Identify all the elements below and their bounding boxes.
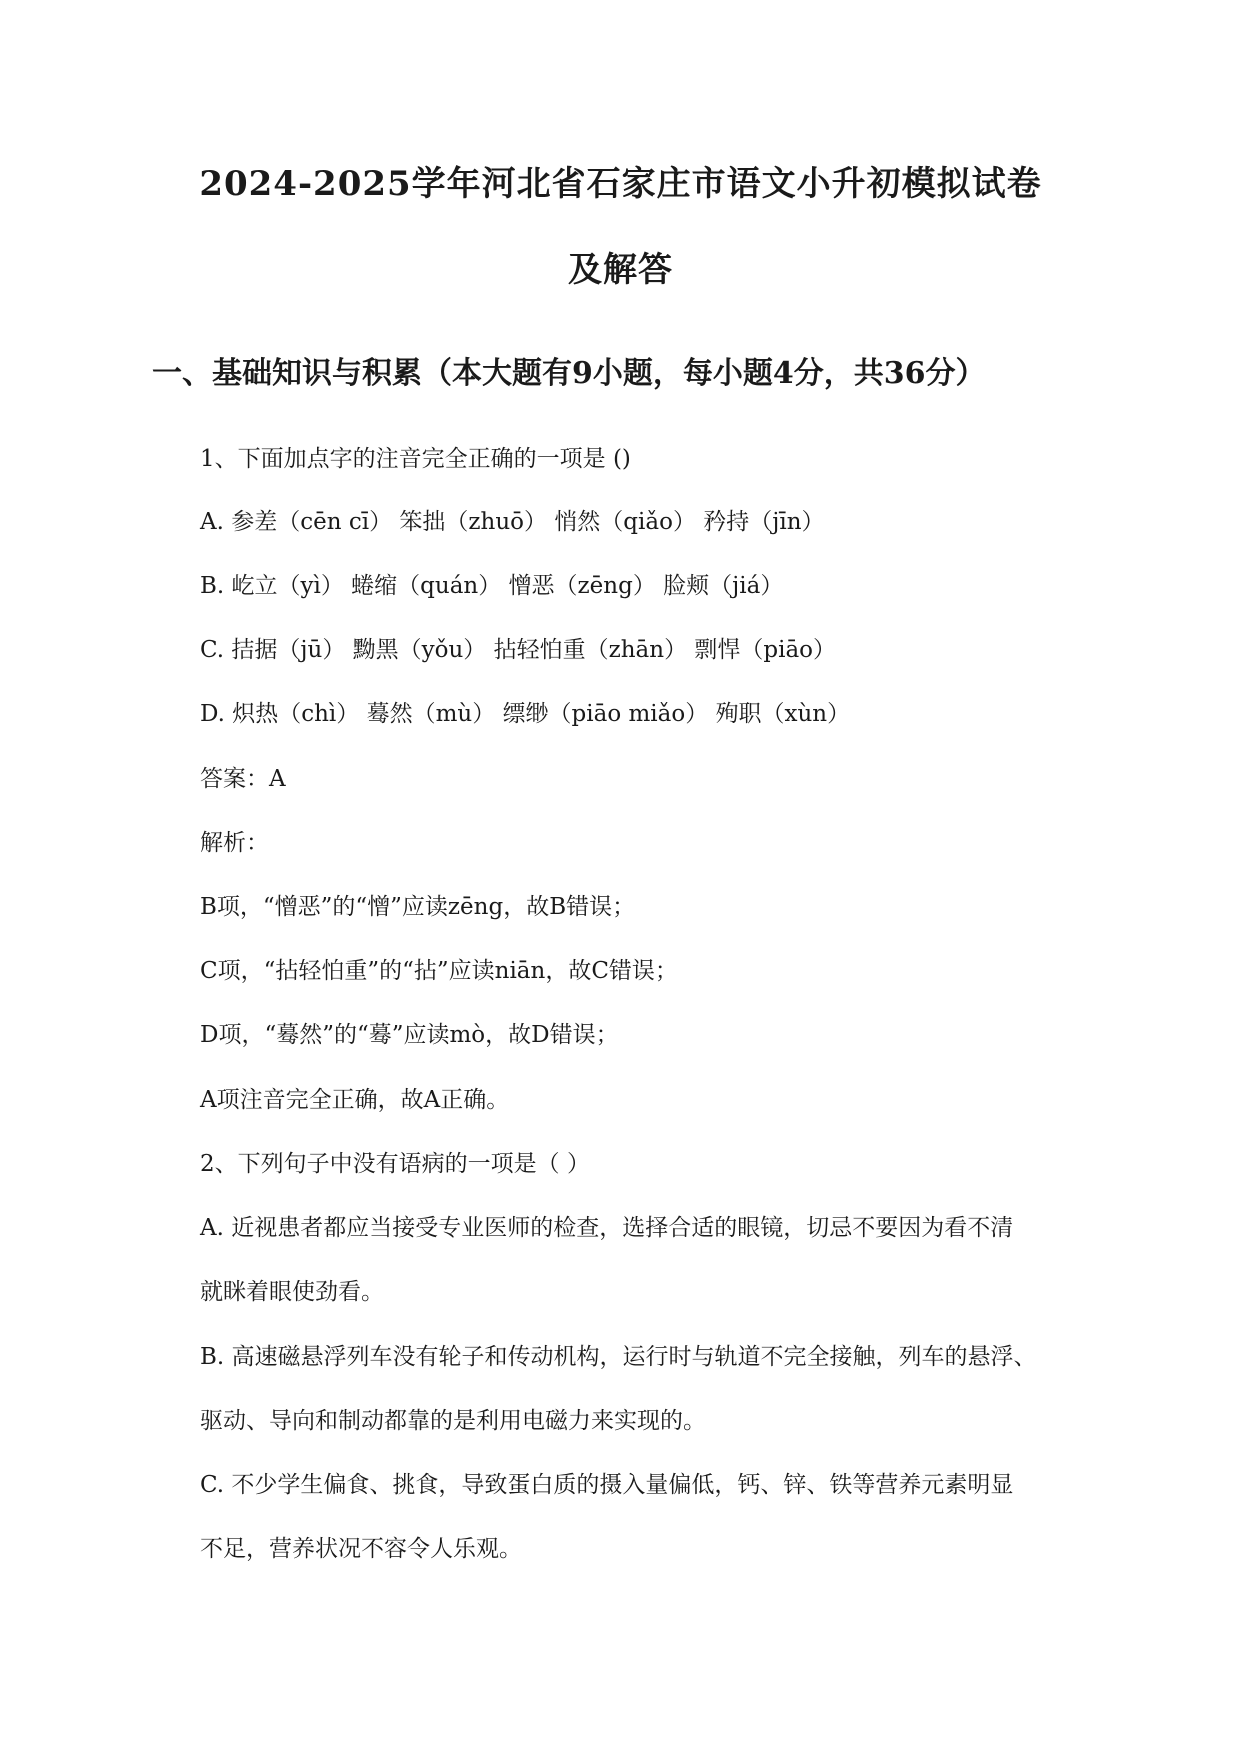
section-heading: 一、基础知识与积累（本大题有9小题，每小题4分，共36分） (152, 356, 986, 391)
question-1-option-c: C. 拮据（jū） 黝黑（yǒu） 拈轻怕重（zhān） 剽悍（piāo） (200, 637, 837, 663)
question-1-analysis-b: B项，“憎恶”的“憎”应读zēng，故B错误； (200, 894, 636, 920)
question-2-option-c-line1: C. 不少学生偏食、挑食，导致蛋白质的摄入量偏低，钙、锌、铁等营养元素明显 (200, 1472, 1014, 1498)
question-1-analysis-a: A项注音完全正确，故A正确。 (200, 1087, 510, 1113)
question-1-analysis-d: D项，“蓦然”的“蓦”应读mò，故D错误； (200, 1022, 619, 1048)
question-1-option-b: B. 屹立（yì） 蜷缩（quán） 憎恶（zēng） 脸颊（jiá） (200, 573, 784, 599)
question-2-option-a-line1: A. 近视患者都应当接受专业医师的检查，选择合适的眼镜，切忌不要因为看不清 (200, 1215, 1014, 1241)
question-2-option-b-line1: B. 高速磁悬浮列车没有轮子和传动机构，运行时与轨道不完全接触，列车的悬浮、 (200, 1344, 1037, 1370)
document-title: 2024-2025学年河北省石家庄市语文小升初模拟试卷 (199, 164, 1042, 204)
question-1-stem: 1、下面加点字的注音完全正确的一项是 () (200, 446, 631, 472)
question-1-answer: 答案：A (200, 766, 286, 792)
question-2-option-a-line2: 就眯着眼使劲看。 (200, 1279, 384, 1305)
document-title-continued: 及解答 (568, 250, 673, 290)
question-1-option-a: A. 参差（cēn cī） 笨拙（zhuō） 悄然（qiǎo） 矜持（jīn） (200, 509, 825, 535)
question-2-option-b-line2: 驱动、导向和制动都靠的是利用电磁力来实现的。 (200, 1408, 706, 1434)
question-2-option-c-line2: 不足，营养状况不容令人乐观。 (200, 1536, 522, 1562)
question-1-analysis-label: 解析： (200, 830, 269, 856)
question-2-stem: 2、下列句子中没有语病的一项是（ ） (200, 1151, 590, 1177)
question-1-option-d: D. 炽热（chì） 蓦然（mù） 缥缈（piāo miǎo） 殉职（xùn） (200, 701, 851, 727)
question-1-analysis-c: C项，“拈轻怕重”的“拈”应读niān，故C错误； (200, 958, 678, 984)
